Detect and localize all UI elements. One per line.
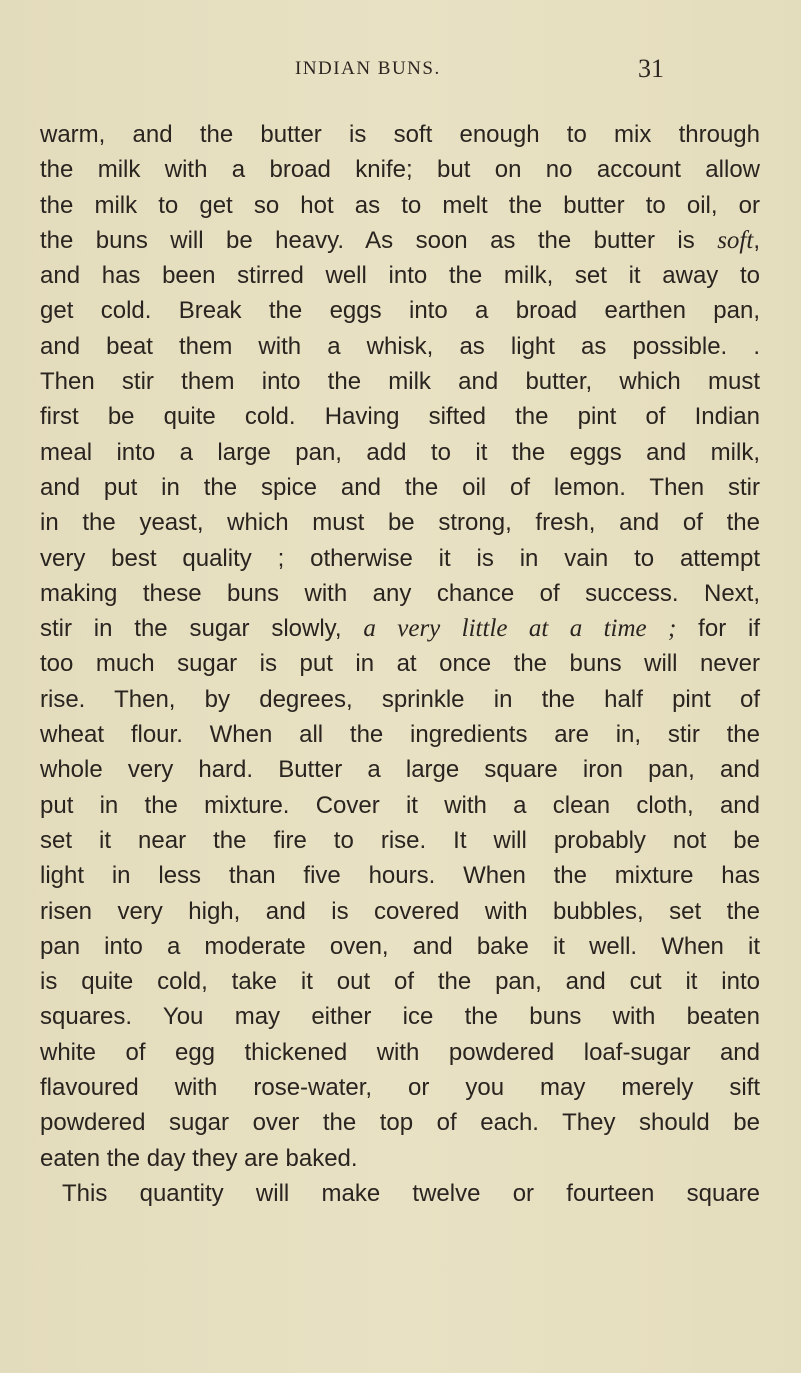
text-line: the milk to get so hot as to melt the butter to oil, or	[40, 191, 760, 219]
text-line: whole very hard. Butter a large square iron pan, and	[40, 756, 760, 784]
text-line: the buns will be heavy. As soon as the butter is soft,	[40, 226, 760, 254]
text-line: too much sugar is put in at once the buns will never	[40, 650, 760, 678]
text-line: in the yeast, which must be strong, fresh, and of the	[40, 509, 760, 537]
text-line: white of egg thickened with powdered loaf-sugar and	[40, 1038, 760, 1066]
text-line: set it near the fire to rise. It will probably not be	[40, 826, 760, 854]
text-line: and has been stirred well into the milk, set it away to	[40, 262, 760, 290]
text-line: and beat them with a whisk, as light as possible. .	[40, 332, 760, 360]
body-text	[40, 117, 760, 1211]
text-line: get cold. Break the eggs into a broad earthen pan,	[40, 297, 760, 325]
text-line: first be quite cold. Having sifted the pint of Indian	[40, 403, 760, 431]
text-line: This quantity will make twelve or fourteen square	[62, 1179, 760, 1207]
italic-emphasis: soft	[717, 226, 754, 254]
text-line: pan into a moderate oven, and bake it well. When it	[40, 932, 760, 960]
text-line: wheat flour. When all the ingredients are in, stir the	[40, 721, 760, 749]
text-line: very best quality ; otherwise it is in vain to attempt	[40, 544, 760, 572]
text-line: squares. You may either ice the buns with beaten	[40, 1003, 760, 1031]
text-line: eaten the day they are baked.	[40, 1144, 358, 1172]
text-line: making these buns with any chance of success. Next,	[40, 579, 760, 607]
text-line: stir in the sugar slowly, a very little at a time ; for if	[40, 615, 761, 643]
text-line: Then stir them into the milk and butter, which must	[40, 368, 760, 396]
text-line: rise. Then, by degrees, sprinkle in the half pint of	[40, 685, 760, 713]
page-number: 31	[638, 54, 664, 83]
running-head-title: INDIAN BUNS.	[295, 58, 441, 79]
text-line: risen very high, and is covered with bubbles, set the	[40, 897, 760, 925]
running-head	[0, 54, 801, 88]
text-line: light in less than five hours. When the mixture has	[40, 862, 760, 890]
text-line: warm, and the butter is soft enough to mix through	[40, 121, 760, 148]
text-line: and put in the spice and the oil of lemon. Then stir	[40, 473, 760, 501]
italic-emphasis: a very little at a time ;	[363, 615, 677, 643]
text-line: meal into a large pan, add to it the eggs and milk,	[40, 438, 760, 466]
text-line: put in the mixture. Cover it with a clean cloth, and	[40, 791, 760, 819]
text-line: the milk with a broad knife; but on no account allow	[40, 156, 760, 184]
text-line: flavoured with rose-water, or you may merely sift	[40, 1074, 760, 1102]
text-line: is quite cold, take it out of the pan, and cut it into	[40, 968, 760, 996]
text-line: powdered sugar over the top of each. They should be	[40, 1109, 760, 1137]
